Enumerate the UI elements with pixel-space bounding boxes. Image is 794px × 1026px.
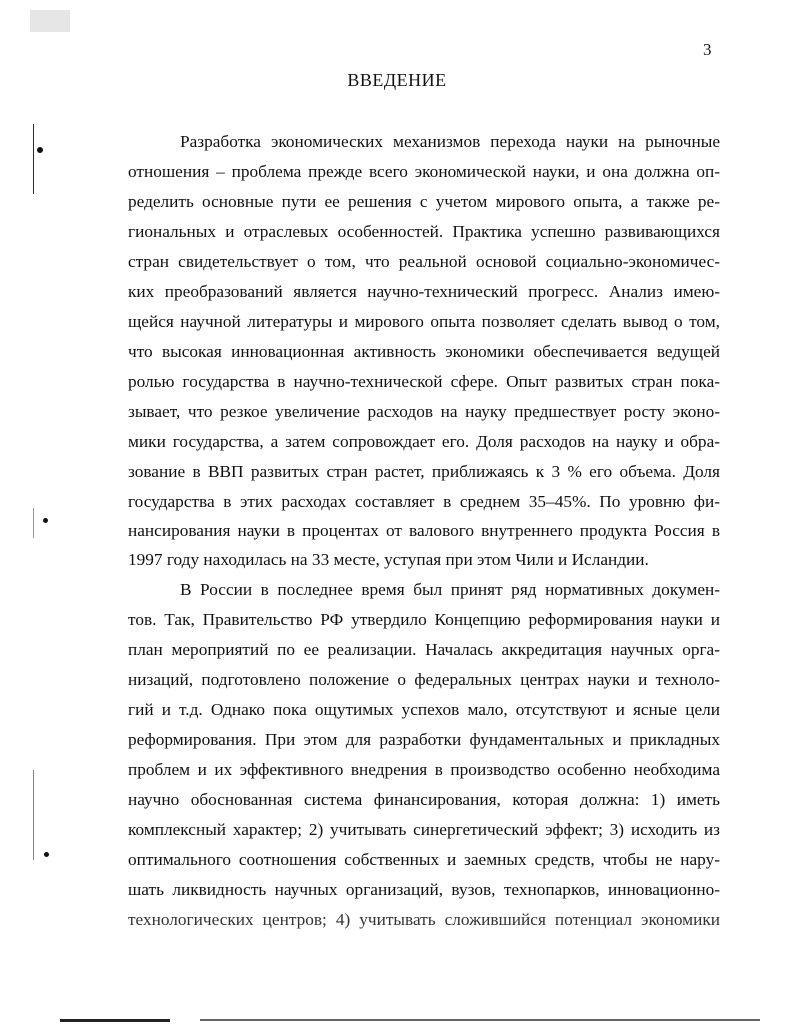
text-line: оптимального соотношения собственных и заемных средств, чтобы не нару-: [128, 850, 720, 869]
text-line: гий и т.д. Однако пока ощутимых успехов мало, отсутствуют и ясные цели: [128, 700, 720, 719]
text-line: реформирования. При этом для разработки фундаментальных и прикладных: [128, 730, 720, 749]
text-line: стран свидетельствует о том, что реальной основой социально-экономичес-: [128, 252, 720, 271]
punch-hole-dot: [37, 147, 43, 153]
text-line: отношения – проблема прежде всего экономической науки, и она должна оп-: [128, 162, 720, 181]
text-line: тов. Так, Правительство РФ утвердило Концепцию реформирования науки и: [128, 610, 720, 629]
text-line: ролью государства в научно-технической сфере. Опыт развитых стран пока-: [128, 372, 720, 391]
text-line: план мероприятий по ее реализации. Началась аккредитация научных орга-: [128, 640, 720, 659]
text-line: ределить основные пути ее решения с учетом мирового опыта, а также ре-: [128, 192, 720, 211]
page-title: ВВЕДЕНИЕ: [347, 70, 447, 90]
scan-edge-line: [200, 1019, 760, 1021]
text-line: Разработка экономических механизмов перехода науки на рыночные: [180, 132, 720, 151]
text-line: низаций, подготовлено положение о федеральных центрах науки и техноло-: [128, 670, 720, 689]
page-number: 3: [703, 40, 712, 59]
punch-hole-dot: [44, 852, 49, 857]
text-line: гиональных и отраслевых особенностей. Практика успешно развивающихся: [128, 222, 720, 241]
text-line: комплексный характер; 2) учитывать синергетический эффект; 3) исходить из: [128, 820, 720, 839]
scan-smudge: [30, 10, 70, 32]
text-line: ких преобразований является научно-технический прогресс. Анализ имею-: [128, 282, 720, 301]
text-line: зование в ВВП развитых стран растет, приближаясь к 3 % его объема. Доля: [128, 462, 720, 481]
text-line: зывает, что резкое увеличение расходов на науку предшествует росту эконо-: [128, 402, 720, 421]
text-line: государства в этих расходах составляет в среднем 35–45%. По уровню фи-: [128, 492, 720, 511]
text-line: что высокая инновационная активность экономики обеспечивается ведущей: [128, 342, 720, 361]
binding-mark: [33, 770, 34, 860]
punch-hole-dot: [43, 518, 48, 523]
binding-mark: [33, 124, 34, 194]
text-line: технологических центров; 4) учитывать сложившийся потенциал экономики: [128, 910, 720, 929]
text-line: проблем и их эффективного внедрения в производство особенно необходима: [128, 760, 720, 779]
text-line: научно обоснованная система финансирования, которая должна: 1) иметь: [128, 790, 720, 809]
text-line: шать ликвидность научных организаций, вузов, технопарков, инновационно-: [128, 880, 720, 899]
text-line: В России в последнее время был принят ряд нормативных докумен-: [180, 580, 720, 599]
binding-mark: [33, 508, 34, 538]
scan-edge-line: [60, 1019, 170, 1022]
text-line: 1997 году находилась на 33 месте, уступая при этом Чили и Исландии.: [128, 550, 649, 569]
text-line: мики государства, а затем сопровождает его. Доля расходов на науку и обра-: [128, 432, 720, 451]
text-line: нансирования науки в процентах от валового внутреннего продукта Россия в: [128, 521, 720, 540]
text-line: щейся научной литературы и мирового опыта позволяет сделать вывод о том,: [128, 312, 720, 331]
